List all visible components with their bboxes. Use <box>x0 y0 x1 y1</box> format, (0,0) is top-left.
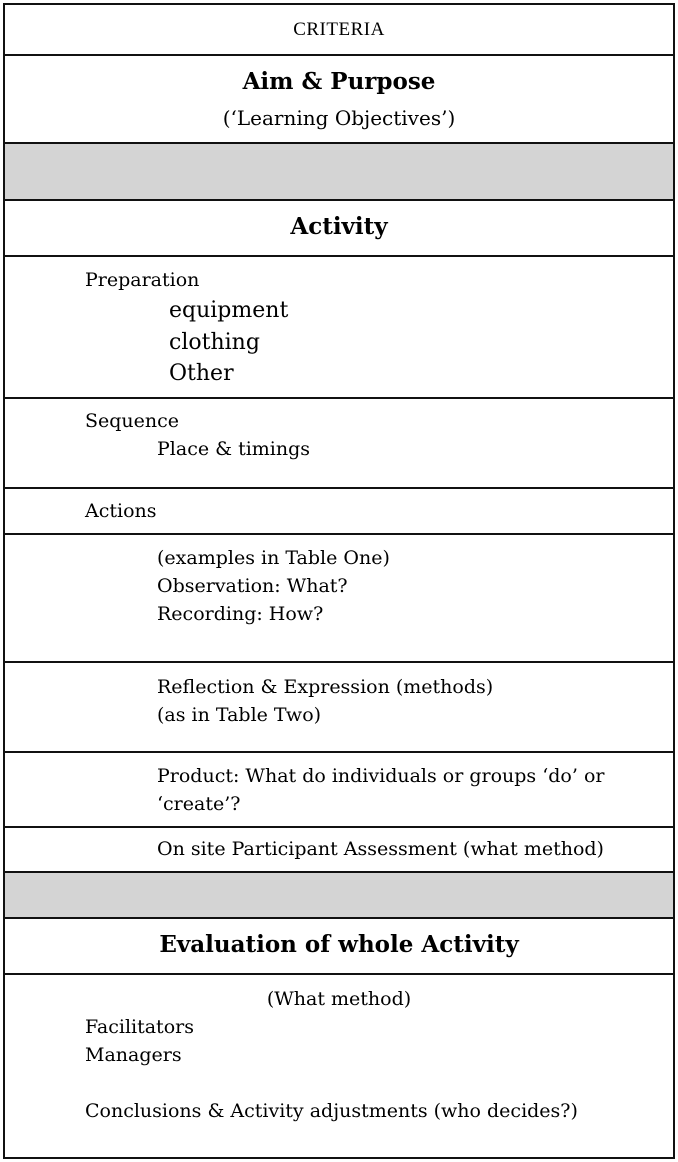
observation-examples-note: (examples in Table One) <box>157 547 390 569</box>
reflection-table-two-note: (as in Table Two) <box>157 704 322 726</box>
preparation-items <box>169 295 288 390</box>
preparation-item-other: Other <box>169 361 234 386</box>
criteria-table <box>3 3 675 1159</box>
spacer-row-2 <box>5 873 673 919</box>
observation-row <box>5 535 673 663</box>
sequence-row <box>5 399 673 489</box>
preparation-item-equipment: equipment <box>169 298 289 323</box>
spacer-row-1 <box>5 144 673 201</box>
reflection-expression-methods: Reflection & Expression (methods) <box>157 676 494 698</box>
preparation-row <box>5 257 673 399</box>
on-site-assessment: On site Participant Assessment (what method) <box>157 838 604 860</box>
assessment-row <box>5 827 673 873</box>
activity-heading: Activity <box>290 213 388 240</box>
product-lines <box>157 762 604 818</box>
preparation-item-clothing: clothing <box>169 329 260 355</box>
observation-lines <box>157 544 390 628</box>
evaluation-heading: Evaluation of whole Activity <box>159 931 519 958</box>
product-question-line-1: Product: What do individuals or groups ‘do’ or <box>157 765 605 787</box>
product-row <box>5 753 673 828</box>
recording-how: Recording: How? <box>157 603 324 625</box>
aim-purpose-heading: Aim & Purpose <box>242 68 436 95</box>
reflection-lines <box>157 673 493 729</box>
evaluation-method: (What method) <box>266 988 412 1010</box>
evaluation-heading-row <box>5 919 673 975</box>
evaluation-managers: Managers <box>85 1044 182 1066</box>
reflection-row <box>5 663 673 753</box>
sequence-item-place-timings: Place & timings <box>157 438 311 460</box>
evaluation-details-row <box>5 975 673 1157</box>
evaluation-facilitators: Facilitators <box>85 1016 194 1038</box>
preparation-label: Preparation <box>85 269 200 291</box>
criteria-header-row <box>5 5 673 56</box>
criteria-title: CRITERIA <box>293 19 385 40</box>
product-question-line-2: ‘create’? <box>157 793 241 815</box>
sequence-label: Sequence <box>85 410 180 432</box>
learning-objectives-subheading: (‘Learning Objectives’) <box>222 106 456 130</box>
observation-what: Observation: What? <box>157 575 348 597</box>
actions-label: Actions <box>85 500 157 522</box>
actions-row <box>5 489 673 535</box>
activity-heading-row <box>5 201 673 257</box>
aim-purpose-row <box>5 56 673 144</box>
evaluation-conclusions: Conclusions & Activity adjustments (who decides?) <box>85 1100 578 1122</box>
evaluation-who <box>85 1013 194 1069</box>
